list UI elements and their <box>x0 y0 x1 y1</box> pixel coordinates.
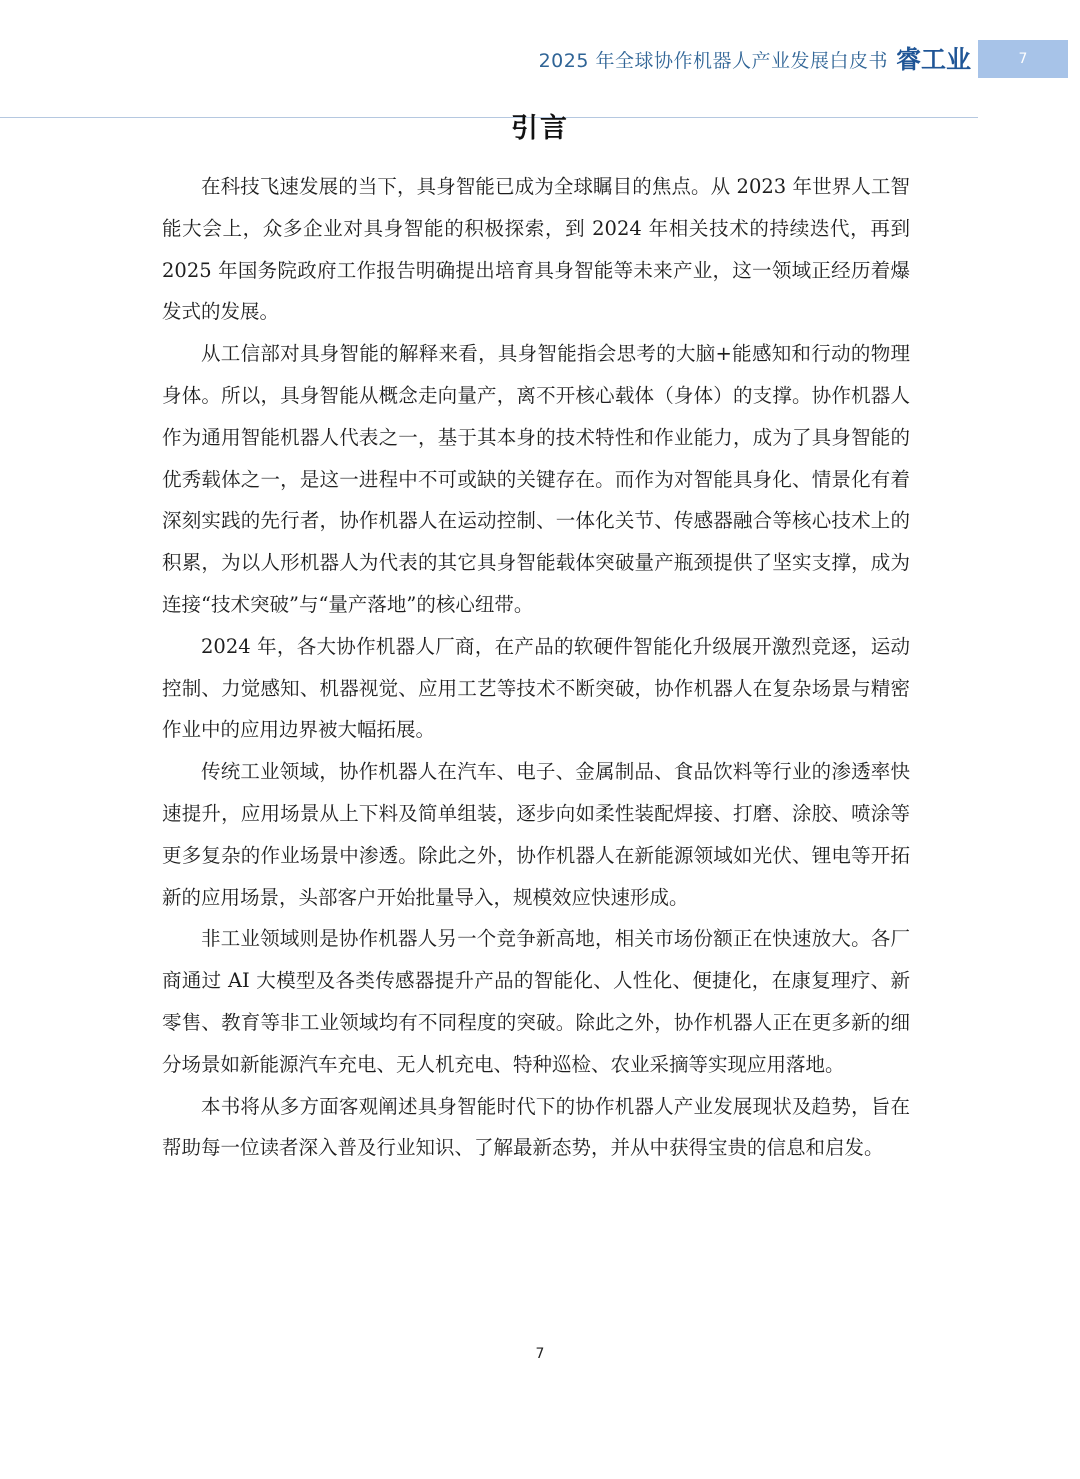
paragraph-3: 2024 年，各大协作机器人厂商，在产品的软硬件智能化升级展开激烈竞逐，运动控制、力觉感知、机器视觉、应用工艺等技术不断突破，协作机器人在复杂场景与精密作业中的应用边界被大幅拓展。 <box>162 634 910 742</box>
header-title: 2025 年全球协作机器人产业发展白皮书 <box>538 50 888 72</box>
paragraph-2: 从工信部对具身智能的解释来看，具身智能指会思考的大脑+能感知和行动的物理身体。所以，具身智能从概念走向量产，离不开核心载体（身体）的支撑。协作机器人作为通用智能机器人代表之一，基于其本身的技术特性和作业能力，成为了具身智能的优秀载体之一，是这一进程中不可或缺的关键存在。而作为对智能具身化、情景化有着深刻实践的先行者，协作机器人在运动控制、一体化关节、传感器融合等核心技术上的积累，为以人形机器人为代表的其它具身智能载体突破量产瓶颈提供了坚实支撑，成为连接“技术突破”与“量产落地”的核心纽带。 <box>162 342 910 616</box>
footer-page-number: 7 <box>535 1346 545 1362</box>
paragraph-5: 非工业领域则是协作机器人另一个竞争新高地，相关市场份额正在快速放大。各厂商通过 AI 大模型及各类传感器提升产品的智能化、人性化、便捷化，在康复理疗、新零售、教育等非工业领域均有不同程度的突破。除此之外，协作机器人正在更多新的细分场景如新能源汽车充电、无人机充电、特种巡检、农业采摘等实现应用落地。 <box>162 927 910 1076</box>
page-title: 引言 <box>511 113 569 144</box>
brand-logo: 睿工业 <box>896 45 972 74</box>
paragraph-4: 传统工业领域，协作机器人在汽车、电子、金属制品、食品饮料等行业的渗透率快速提升，应用场景从上下料及简单组装，逐步向如柔性装配焊接、打磨、涂胶、喷涂等更多复杂的作业场景中渗透。除此之外，协作机器人在新能源领域如光伏、锂电等开拓新的应用场景，头部客户开始批量导入，规模效应快速形成。 <box>162 760 910 909</box>
page-header <box>0 40 1080 78</box>
paragraph-6: 本书将从多方面客观阐述具身智能时代下的协作机器人产业发展现状及趋势，旨在帮助每一位读者深入普及行业知识、了解最新态势，并从中获得宝贵的信息和启发。 <box>162 1094 910 1160</box>
body-text <box>162 166 910 1169</box>
header-page-number: 7 <box>978 40 1068 78</box>
paragraph-1: 在科技飞速发展的当下，具身智能已成为全球瞩目的焦点。从 2023 年世界人工智能大会上，众多企业对具身智能的积极探索，到 2024 年相关技术的持续迭代，再到 2025 年国务院政府工作报告明确提出培育具身智能等未来产业，这一领域正经历着爆发式的发展。 <box>162 175 910 324</box>
